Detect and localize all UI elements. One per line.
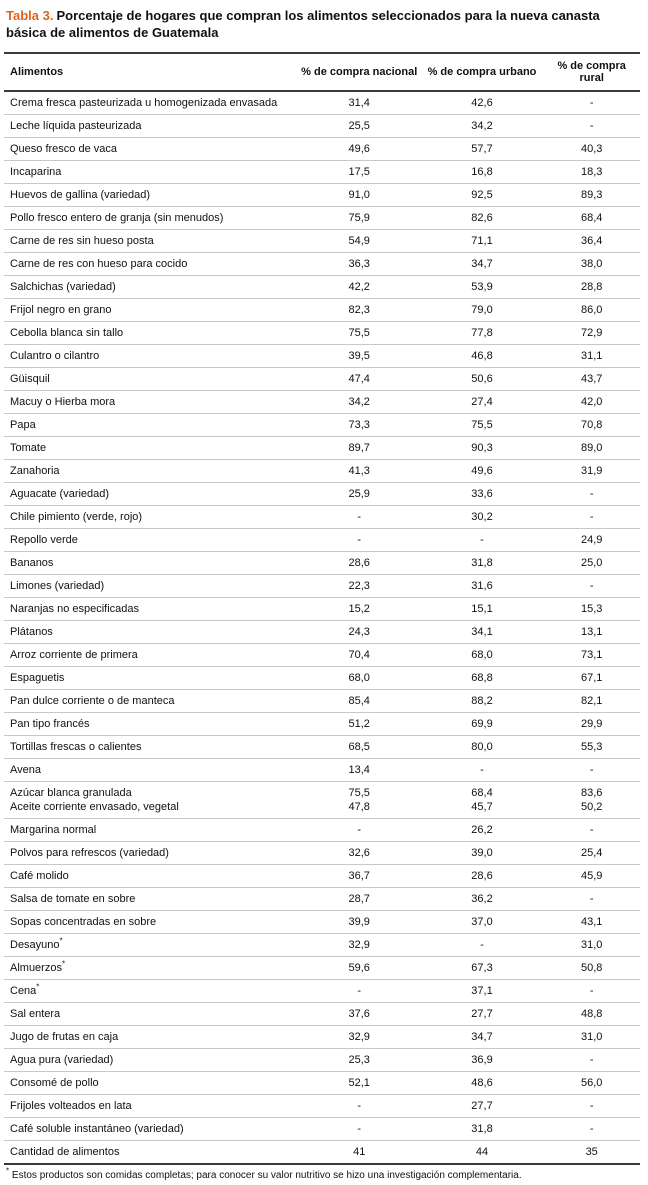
food-name-cell: Sal entera — [4, 1002, 298, 1025]
value-urbano-cell: 82,6 — [421, 206, 544, 229]
value-urbano-cell: 27,4 — [421, 390, 544, 413]
value-urbano-cell: 68,0 — [421, 643, 544, 666]
table-row — [4, 160, 640, 183]
value-rural-cell: - — [543, 1094, 640, 1117]
value-nacional-cell: 75,9 — [298, 206, 421, 229]
food-name-cell: Pan tipo francés — [4, 712, 298, 735]
value-urbano-cell: 77,8 — [421, 321, 544, 344]
table-row — [4, 597, 640, 620]
food-name-cell: Arroz corriente de primera — [4, 643, 298, 666]
table-row — [4, 183, 640, 206]
value-urbano-cell: 67,3 — [421, 956, 544, 979]
value-urbano-cell: 80,0 — [421, 735, 544, 758]
value-urbano-cell: - — [421, 758, 544, 781]
value-urbano-cell: 48,6 — [421, 1071, 544, 1094]
value-nacional-cell: 59,6 — [298, 956, 421, 979]
value-rural-cell: 15,3 — [543, 597, 640, 620]
value-urbano-cell: 31,8 — [421, 1117, 544, 1140]
value-urbano-cell: 49,6 — [421, 459, 544, 482]
value-nacional-cell: - — [298, 1117, 421, 1140]
value-urbano-cell: 69,9 — [421, 712, 544, 735]
table-row — [4, 1071, 640, 1094]
value-nacional-cell: 17,5 — [298, 160, 421, 183]
value-rural-cell: - — [543, 482, 640, 505]
value-rural-cell: - — [543, 887, 640, 910]
value-nacional-cell: 41 — [298, 1140, 421, 1164]
value-rural-cell: 31,1 — [543, 344, 640, 367]
value-urbano-cell: 92,5 — [421, 183, 544, 206]
value-rural-cell: 28,8 — [543, 275, 640, 298]
table-row — [4, 735, 640, 758]
value-urbano-cell: 75,5 — [421, 413, 544, 436]
table-row — [4, 887, 640, 910]
food-name-cell: Chile pimiento (verde, rojo) — [4, 505, 298, 528]
footnote-text: Estos productos son comidas completas; para conocer su valor nutritivo se hizo una investigación complementaria. — [9, 1169, 522, 1181]
food-name-cell: Pollo fresco entero de granja (sin menudos) — [4, 206, 298, 229]
value-rural-cell: 31,0 — [543, 933, 640, 956]
value-rural-cell: - — [543, 574, 640, 597]
value-urbano-cell: 15,1 — [421, 597, 544, 620]
value-rural-cell: 89,0 — [543, 436, 640, 459]
value-urbano-cell: 50,6 — [421, 367, 544, 390]
table-row — [4, 551, 640, 574]
table-row — [4, 933, 640, 956]
value-urbano-cell: 46,8 — [421, 344, 544, 367]
table-row — [4, 528, 640, 551]
value-nacional-cell: 32,9 — [298, 933, 421, 956]
value-rural-cell: 83,6 — [580, 786, 603, 799]
col-header-alimentos: Alimentos — [4, 53, 298, 91]
table-row — [4, 956, 640, 979]
table-row — [4, 864, 640, 887]
table-row — [4, 1094, 640, 1117]
table-number-label: Tabla 3. — [6, 8, 54, 23]
value-urbano-cell: - — [421, 933, 544, 956]
value-nacional-cell: 52,1 — [298, 1071, 421, 1094]
food-name-cell: Huevos de gallina (variedad) — [4, 183, 298, 206]
value-rural-cell: 45,9 — [543, 864, 640, 887]
table-row — [4, 643, 640, 666]
value-nacional-cell: 28,7 — [298, 887, 421, 910]
table-row — [4, 1140, 640, 1164]
table-row — [4, 390, 640, 413]
food-name-cell: Cena* — [4, 979, 298, 1002]
value-urbano-cell: 71,1 — [421, 229, 544, 252]
table-row — [4, 459, 640, 482]
value-urbano-cell: 34,1 — [421, 620, 544, 643]
value-nacional-cell: 68,0 — [298, 666, 421, 689]
value-rural-cell: 68,4 — [543, 206, 640, 229]
food-name-cell: Espaguetis — [4, 666, 298, 689]
food-name-cell: Jugo de frutas en caja — [4, 1025, 298, 1048]
value-rural-cell: 18,3 — [543, 160, 640, 183]
table-row — [4, 1002, 640, 1025]
table-row — [4, 1025, 640, 1048]
value-rural-cell: - — [543, 1117, 640, 1140]
table-row — [4, 367, 640, 390]
value-nacional-cell: 68,5 — [298, 735, 421, 758]
food-name-cell: Azúcar blanca granulada — [10, 786, 132, 799]
value-nacional-cell: 89,7 — [298, 436, 421, 459]
food-name-cell: Almuerzos* — [4, 956, 298, 979]
food-name-cell: Salsa de tomate en sobre — [4, 887, 298, 910]
table-row — [4, 206, 640, 229]
value-rural-cell: 43,1 — [543, 910, 640, 933]
food-name-cell: Incaparina — [4, 160, 298, 183]
footnote-marker: * — [6, 1166, 10, 1176]
table-row — [4, 505, 640, 528]
col-header-urbano: % de compra urbano — [421, 53, 544, 91]
value-nacional-cell: 24,3 — [298, 620, 421, 643]
value-urbano-cell: 42,6 — [421, 91, 544, 115]
food-name-cell: Zanahoria — [4, 459, 298, 482]
value-nacional-cell: 32,6 — [298, 841, 421, 864]
value-urbano-cell: - — [421, 528, 544, 551]
food-name-cell: Salchichas (variedad) — [4, 275, 298, 298]
value-rural-cell: 89,3 — [543, 183, 640, 206]
table-row — [4, 689, 640, 712]
value-urbano-cell: 26,2 — [421, 818, 544, 841]
food-name-cell: Tortillas frescas o calientes — [4, 735, 298, 758]
table-row — [4, 1117, 640, 1140]
value-rural-cell: 86,0 — [543, 298, 640, 321]
table-row — [4, 298, 640, 321]
value-nacional-cell: 36,3 — [298, 252, 421, 275]
food-name-cell: Aceite corriente envasado, vegetal — [4, 800, 298, 819]
value-urbano-cell: 27,7 — [421, 1002, 544, 1025]
value-rural-cell: 38,0 — [543, 252, 640, 275]
table-row — [4, 436, 640, 459]
value-rural-cell: - — [543, 979, 640, 1002]
table-row — [4, 252, 640, 275]
food-name-cell: Sopas concentradas en sobre — [4, 910, 298, 933]
value-nacional-cell: 75,5 — [348, 786, 370, 799]
table-row — [4, 344, 640, 367]
col-header-nacional: % de compra nacional — [298, 53, 421, 91]
value-nacional-cell: 31,4 — [298, 91, 421, 115]
value-rural-cell: 25,4 — [543, 841, 640, 864]
table-row — [4, 91, 640, 115]
value-rural-cell: 24,9 — [543, 528, 640, 551]
table-row — [4, 910, 640, 933]
footnote-ref-mark: * — [36, 982, 40, 992]
table-row — [4, 482, 640, 505]
value-nacional-cell: - — [298, 979, 421, 1002]
value-rural-cell: - — [543, 1048, 640, 1071]
value-nacional-cell: 22,3 — [298, 574, 421, 597]
food-name-cell: Cantidad de alimentos — [4, 1140, 298, 1164]
food-name-cell: Aguacate (variedad) — [4, 482, 298, 505]
table-row — [4, 818, 640, 841]
table-row — [4, 800, 640, 819]
food-name-cell: Pan dulce corriente o de manteca — [4, 689, 298, 712]
food-name-cell: Macuy o Hierba mora — [4, 390, 298, 413]
footnote-ref-mark: * — [61, 959, 66, 969]
table-row — [4, 574, 640, 597]
table-row — [4, 137, 640, 160]
food-name-cell: Leche líquida pasteurizada — [4, 114, 298, 137]
value-rural-cell: 43,7 — [543, 367, 640, 390]
value-nacional-cell: 91,0 — [298, 183, 421, 206]
value-urbano-cell: 30,2 — [421, 505, 544, 528]
value-nacional-cell: 32,9 — [298, 1025, 421, 1048]
value-nacional-cell: 25,5 — [298, 114, 421, 137]
value-nacional-cell: - — [298, 818, 421, 841]
value-nacional-cell: 34,2 — [298, 390, 421, 413]
value-rural-cell: - — [543, 91, 640, 115]
header-row — [4, 53, 640, 91]
food-name-cell: Queso fresco de vaca — [4, 137, 298, 160]
value-rural-cell: 70,8 — [543, 413, 640, 436]
value-rural-cell: 55,3 — [543, 735, 640, 758]
value-rural-cell: 29,9 — [543, 712, 640, 735]
table-row — [4, 1048, 640, 1071]
col-header-rural: % de compra rural — [543, 53, 640, 91]
food-name-cell: Carne de res sin hueso posta — [4, 229, 298, 252]
value-urbano-cell: 37,0 — [421, 910, 544, 933]
value-rural-cell: 73,1 — [543, 643, 640, 666]
table-row — [4, 781, 640, 800]
value-nacional-cell: 42,2 — [298, 275, 421, 298]
value-urbano-cell: 79,0 — [421, 298, 544, 321]
value-urbano-cell: 31,8 — [421, 551, 544, 574]
value-nacional-cell: 51,2 — [298, 712, 421, 735]
value-nacional-cell: 70,4 — [298, 643, 421, 666]
food-name-cell: Papa — [4, 413, 298, 436]
value-nacional-cell: 13,4 — [298, 758, 421, 781]
food-name-cell: Güisquil — [4, 367, 298, 390]
value-nacional-cell: 47,8 — [298, 800, 421, 819]
value-urbano-cell: 57,7 — [421, 137, 544, 160]
value-urbano-cell: 44 — [421, 1140, 544, 1164]
food-name-cell: Café soluble instantáneo (variedad) — [4, 1117, 298, 1140]
data-table — [4, 52, 640, 1165]
value-rural-cell: 72,9 — [543, 321, 640, 344]
value-nacional-cell: 47,4 — [298, 367, 421, 390]
value-nacional-cell: 28,6 — [298, 551, 421, 574]
food-name-cell: Agua pura (variedad) — [4, 1048, 298, 1071]
food-name-cell: Bananos — [4, 551, 298, 574]
food-name-cell: Café molido — [4, 864, 298, 887]
food-name-cell: Crema fresca pasteurizada u homogenizada envasada — [4, 91, 298, 115]
food-name-cell: Consomé de pollo — [4, 1071, 298, 1094]
food-name-cell: Margarina normal — [4, 818, 298, 841]
value-rural-cell: 36,4 — [543, 229, 640, 252]
value-urbano-cell: 53,9 — [421, 275, 544, 298]
value-rural-cell: - — [543, 758, 640, 781]
value-rural-cell: - — [543, 818, 640, 841]
table-row — [4, 413, 640, 436]
value-urbano-cell: 28,6 — [421, 864, 544, 887]
table-body — [4, 91, 640, 1164]
value-urbano-cell: 37,1 — [421, 979, 544, 1002]
value-nacional-cell: 75,5 — [298, 321, 421, 344]
food-name-cell: Plátanos — [4, 620, 298, 643]
value-urbano-cell: 36,2 — [421, 887, 544, 910]
footnote-ref-mark: * — [59, 936, 63, 946]
value-urbano-cell: 68,4 — [471, 786, 493, 799]
value-rural-cell: 42,0 — [543, 390, 640, 413]
value-rural-cell: 31,9 — [543, 459, 640, 482]
value-nacional-cell: - — [298, 528, 421, 551]
value-rural-cell: 13,1 — [543, 620, 640, 643]
value-nacional-cell: 36,7 — [298, 864, 421, 887]
food-name-cell: Cebolla blanca sin tallo — [4, 321, 298, 344]
value-urbano-cell: 88,2 — [421, 689, 544, 712]
value-nacional-cell: 39,9 — [298, 910, 421, 933]
value-rural-cell: 48,8 — [543, 1002, 640, 1025]
food-name-cell: Carne de res con hueso para cocido — [4, 252, 298, 275]
value-urbano-cell: 34,2 — [421, 114, 544, 137]
value-rural-cell: 35 — [543, 1140, 640, 1164]
value-nacional-cell: - — [298, 505, 421, 528]
value-rural-cell: 82,1 — [543, 689, 640, 712]
food-name-cell: Polvos para refrescos (variedad) — [4, 841, 298, 864]
value-urbano-cell: 39,0 — [421, 841, 544, 864]
table-title-text: Porcentaje de hogares que compran los alimentos seleccionados para la nueva canasta básica de alimentos de Guatemala — [6, 8, 600, 40]
table-row — [4, 620, 640, 643]
table-row — [4, 229, 640, 252]
table-row — [4, 712, 640, 735]
value-rural-cell: 31,0 — [543, 1025, 640, 1048]
value-nacional-cell: 85,4 — [298, 689, 421, 712]
value-urbano-cell: 90,3 — [421, 436, 544, 459]
food-name-cell: Tomate — [4, 436, 298, 459]
value-nacional-cell: 54,9 — [298, 229, 421, 252]
value-nacional-cell: 25,3 — [298, 1048, 421, 1071]
value-nacional-cell: 41,3 — [298, 459, 421, 482]
table-row — [4, 666, 640, 689]
table-title — [6, 8, 640, 42]
value-urbano-cell: 36,9 — [421, 1048, 544, 1071]
table-row — [4, 114, 640, 137]
value-urbano-cell: 45,7 — [421, 800, 544, 819]
table-row — [4, 758, 640, 781]
value-rural-cell: 25,0 — [543, 551, 640, 574]
value-urbano-cell: 68,8 — [421, 666, 544, 689]
table-footnote — [6, 1166, 640, 1181]
food-name-cell: Avena — [4, 758, 298, 781]
table-row — [4, 841, 640, 864]
value-urbano-cell: 33,6 — [421, 482, 544, 505]
food-name-cell: Frijol negro en grano — [4, 298, 298, 321]
value-rural-cell: 56,0 — [543, 1071, 640, 1094]
value-nacional-cell: 15,2 — [298, 597, 421, 620]
value-rural-cell: 50,2 — [543, 800, 640, 819]
table-row — [4, 979, 640, 1002]
value-rural-cell: 67,1 — [543, 666, 640, 689]
value-nacional-cell: - — [298, 1094, 421, 1117]
value-rural-cell: - — [543, 505, 640, 528]
value-rural-cell: 40,3 — [543, 137, 640, 160]
value-urbano-cell: 27,7 — [421, 1094, 544, 1117]
value-rural-cell: 50,8 — [543, 956, 640, 979]
value-nacional-cell: 82,3 — [298, 298, 421, 321]
value-nacional-cell: 25,9 — [298, 482, 421, 505]
value-urbano-cell: 34,7 — [421, 252, 544, 275]
food-name-cell: Desayuno* — [4, 933, 298, 956]
value-urbano-cell: 16,8 — [421, 160, 544, 183]
value-nacional-cell: 37,6 — [298, 1002, 421, 1025]
table-row — [4, 321, 640, 344]
value-urbano-cell: 34,7 — [421, 1025, 544, 1048]
value-rural-cell: - — [543, 114, 640, 137]
food-name-cell: Frijoles volteados en lata — [4, 1094, 298, 1117]
food-name-cell: Limones (variedad) — [4, 574, 298, 597]
value-nacional-cell: 39,5 — [298, 344, 421, 367]
value-nacional-cell: 49,6 — [298, 137, 421, 160]
food-name-cell: Naranjas no especificadas — [4, 597, 298, 620]
food-name-cell: Culantro o cilantro — [4, 344, 298, 367]
table-row — [4, 275, 640, 298]
food-name-cell: Repollo verde — [4, 528, 298, 551]
value-nacional-cell: 73,3 — [298, 413, 421, 436]
value-urbano-cell: 31,6 — [421, 574, 544, 597]
